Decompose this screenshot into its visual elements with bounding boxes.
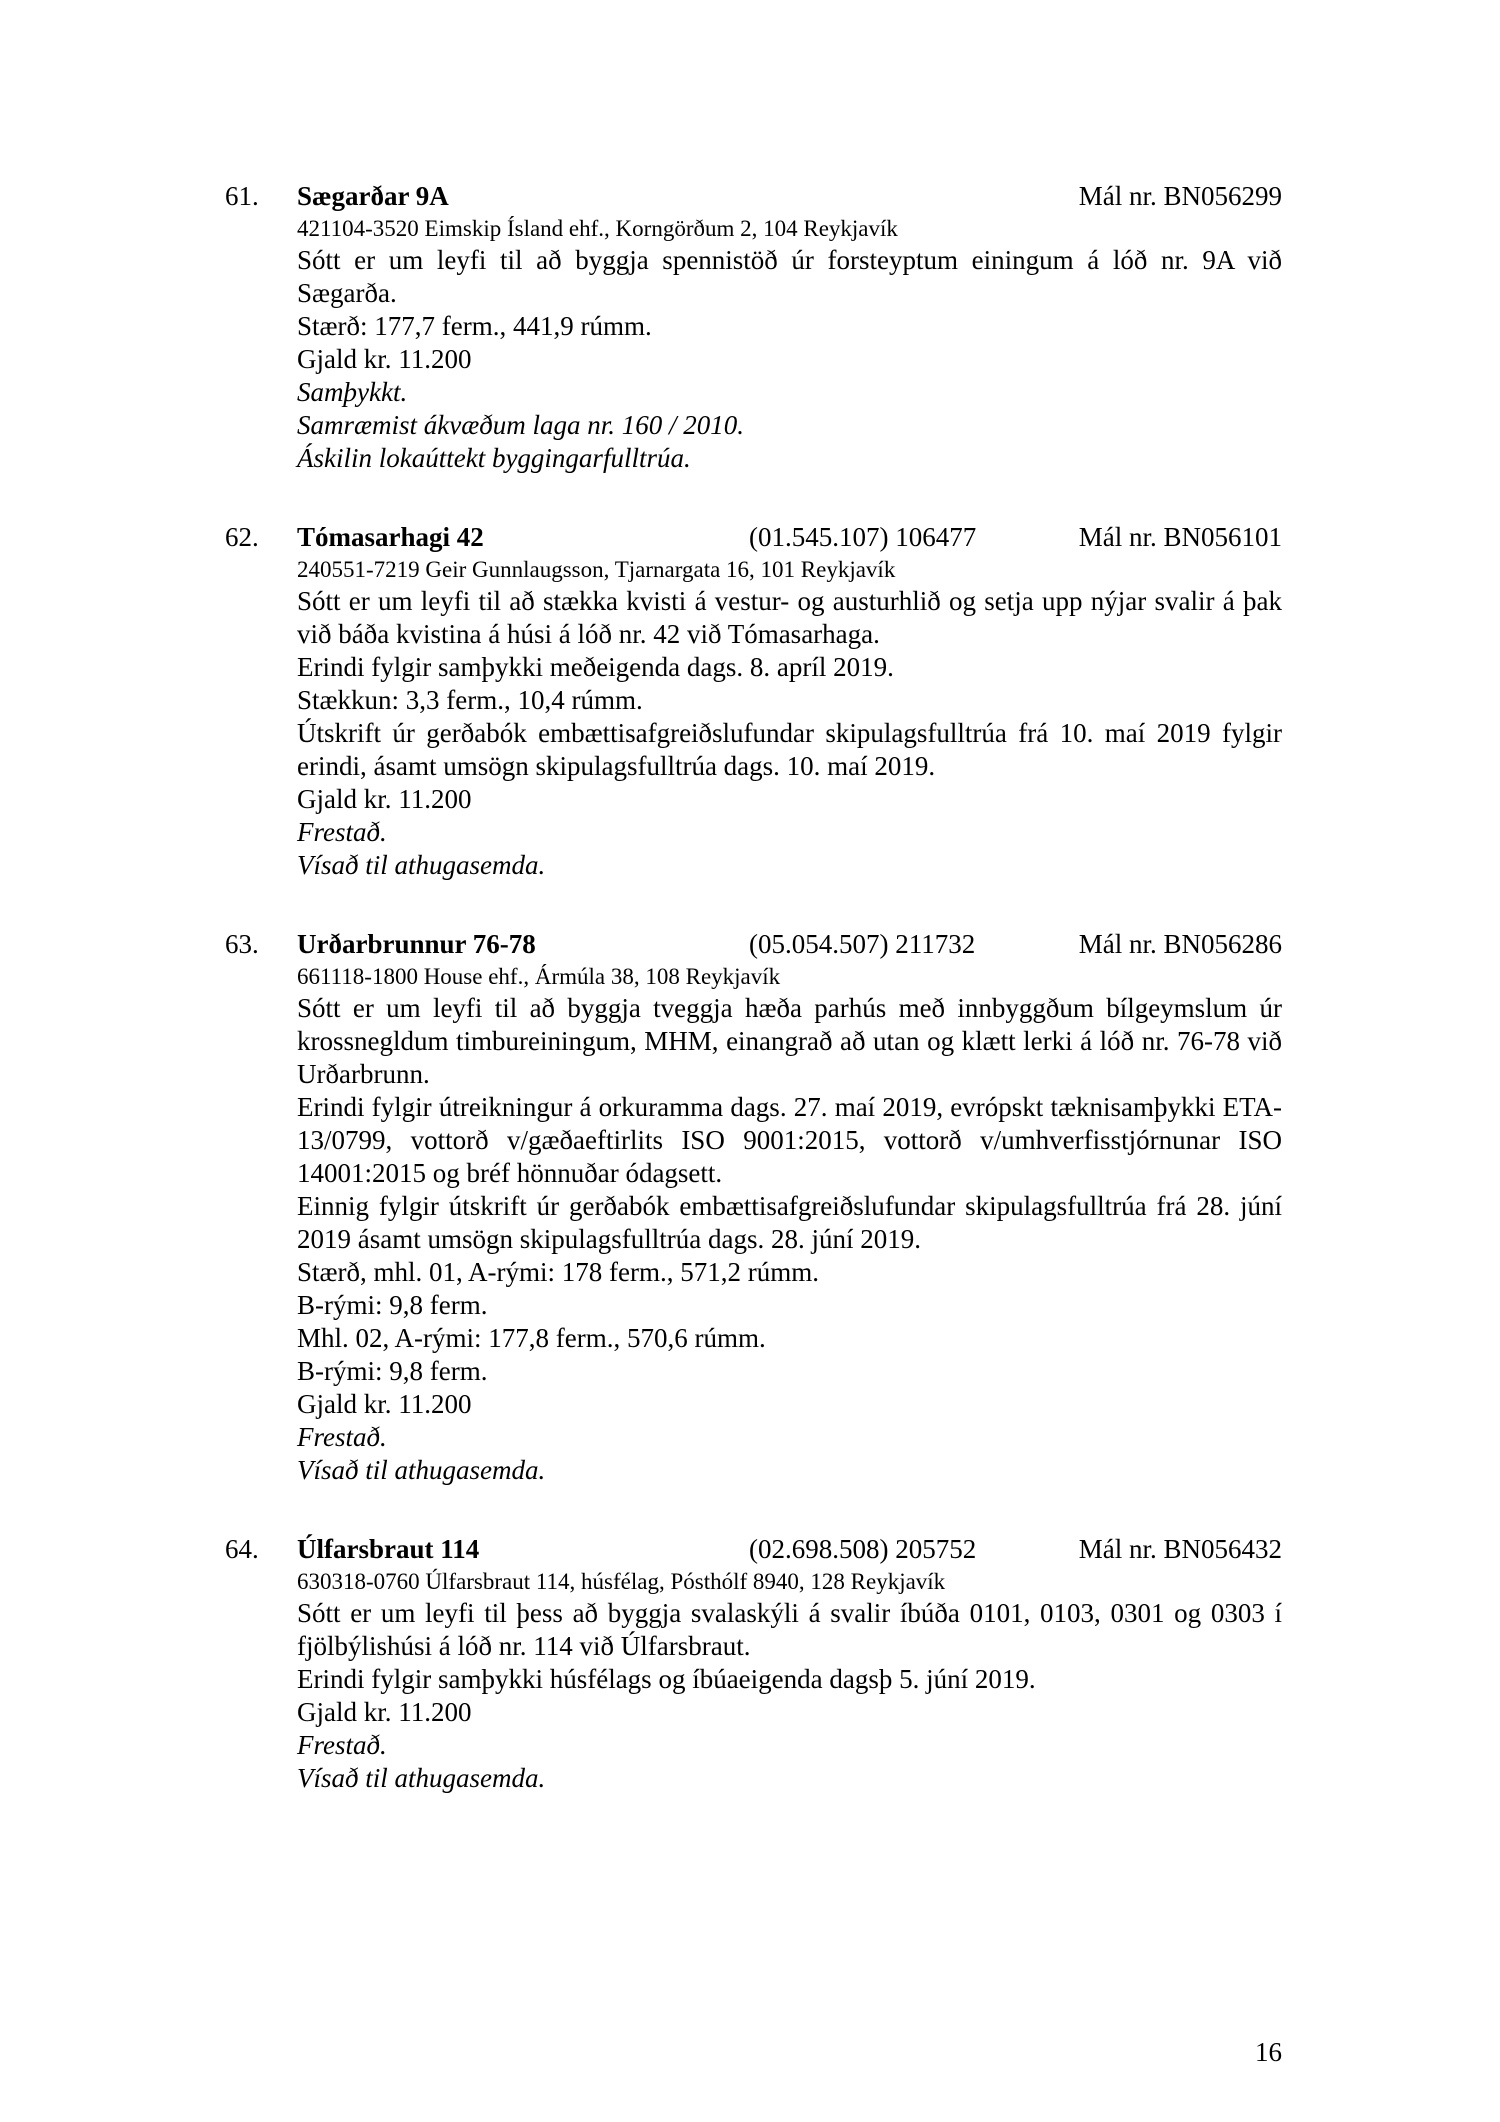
item-text-line: Gjald kr. 11.200 xyxy=(297,1697,472,1727)
item-text-line: Vísað til athugasemda. xyxy=(297,1763,546,1793)
item-case-ref: Mál nr. BN056286 xyxy=(1078,929,1282,959)
item-owner-line: 421104-3520 Eimskip Ísland ehf., Korngörðum 2, 104 Reykjavík xyxy=(297,216,898,241)
item-number: 64. xyxy=(225,1534,259,1564)
item-number: 63. xyxy=(225,929,259,959)
item-text-line: Vísað til athugasemda. xyxy=(297,1455,546,1485)
item-text-line: Samþykkt. xyxy=(297,377,408,407)
agenda-item xyxy=(225,521,1282,882)
item-case-ref: Mál nr. BN056432 xyxy=(1078,1534,1282,1564)
item-title-row xyxy=(297,521,1282,554)
item-text-line: Stærð: 177,7 ferm., 441,9 rúmm. xyxy=(297,311,652,341)
item-case-ref: Mál nr. BN056101 xyxy=(1078,522,1282,552)
agenda-item-content xyxy=(297,928,1282,1487)
agenda-item xyxy=(225,180,1282,475)
item-text-line: Frestað. xyxy=(297,1422,387,1452)
item-text-line: Erindi fylgir útreikningur á orkuramma dags. 27. maí 2019, evrópskt tæknisamþykki ETA-13/0799, vottorð v/gæðaeftirlits ISO 9001:2015, vottorð v/umhverfisstjórnunar ISO 14001:2015 og bréf hönnuðar ódagsett. xyxy=(297,1092,1282,1188)
item-plan-ref: (02.698.508) 205752 xyxy=(749,1534,977,1564)
item-plan-ref: (05.054.507) 211732 xyxy=(749,929,976,959)
item-text-line: Einnig fylgir útskrift úr gerðabók embættisafgreiðslufundar skipulagsfulltrúa frá 28. júní 2019 ásamt umsögn skipulagsfulltrúa dags. 28. júní 2019. xyxy=(297,1191,1282,1254)
item-text-line: Erindi fylgir samþykki húsfélags og íbúaeigenda dagsþ 5. júní 2019. xyxy=(297,1664,1036,1694)
item-title: Úlfarsbraut 114 xyxy=(297,1534,480,1564)
item-title: Tómasarhagi 42 xyxy=(297,522,484,552)
item-owner-line: 630318-0760 Úlfarsbraut 114, húsfélag, Pósthólf 8940, 128 Reykjavík xyxy=(297,1569,946,1594)
agenda-item xyxy=(225,928,1282,1487)
item-owner-line: 240551-7219 Geir Gunnlaugsson, Tjarnargata 16, 101 Reykjavík xyxy=(297,557,896,582)
item-text-line: Gjald kr. 11.200 xyxy=(297,784,472,814)
item-text-line: Sótt er um leyfi til að byggja spennistöð úr forsteyptum einingum á lóð nr. 9A við Sægarða. xyxy=(297,245,1282,308)
item-text-line: Erindi fylgir samþykki meðeigenda dags. 8. apríl 2019. xyxy=(297,652,894,682)
item-text-line: Sótt er um leyfi til að stækka kvisti á vestur- og austurhlið og setja upp nýjar svalir á þak við báða kvistina á húsi á lóð nr. 42 við Tómasarhaga. xyxy=(297,586,1282,649)
item-text-line: Áskilin lokaúttekt byggingarfulltrúa. xyxy=(297,443,691,473)
item-title-row xyxy=(297,1533,1282,1566)
item-text-line: Samræmist ákvæðum laga nr. 160 / 2010. xyxy=(297,410,745,440)
item-plan-ref: (01.545.107) 106477 xyxy=(749,522,977,552)
item-text-line: B-rými: 9,8 ferm. xyxy=(297,1356,488,1386)
agenda-item xyxy=(225,1533,1282,1795)
item-text-line: Sótt er um leyfi til þess að byggja svalaskýli á svalir íbúða 0101, 0103, 0301 og 0303 í fjölbýlishúsi á lóð nr. 114 við Úlfarsbraut. xyxy=(297,1598,1282,1661)
items-list xyxy=(225,180,1282,1841)
item-case-ref: Mál nr. BN056299 xyxy=(1078,181,1282,211)
item-number: 61. xyxy=(225,181,259,211)
item-title-row xyxy=(297,180,1282,213)
agenda-item-content xyxy=(297,521,1282,882)
item-text-line: Stækkun: 3,3 ferm., 10,4 rúmm. xyxy=(297,685,643,715)
item-text-line: Frestað. xyxy=(297,817,387,847)
page-number: 16 xyxy=(1255,2037,1282,2067)
item-title-row xyxy=(297,928,1282,961)
item-text-line: Mhl. 02, A-rými: 177,8 ferm., 570,6 rúmm. xyxy=(297,1323,766,1353)
item-title: Urðarbrunnur 76-78 xyxy=(297,929,536,959)
agenda-item-content xyxy=(297,180,1282,475)
item-text-line: Stærð, mhl. 01, A-rými: 178 ferm., 571,2 rúmm. xyxy=(297,1257,819,1287)
item-text-line: Sótt er um leyfi til að byggja tveggja hæða parhús með innbyggðum bílgeymslum úr krossnegldum timbureiningum, MHM, einangrað að utan og klætt lerki á lóð nr. 76-78 við Urðarbrunn. xyxy=(297,993,1282,1089)
item-text-line: Gjald kr. 11.200 xyxy=(297,344,472,374)
item-title: Sægarðar 9A xyxy=(297,181,449,211)
item-text-line: Gjald kr. 11.200 xyxy=(297,1389,472,1419)
item-text-line: Frestað. xyxy=(297,1730,387,1760)
item-text-line: Útskrift úr gerðabók embættisafgreiðslufundar skipulagsfulltrúa frá 10. maí 2019 fylgir erindi, ásamt umsögn skipulagsfulltrúa dags. 10. maí 2019. xyxy=(297,718,1282,781)
agenda-item-content xyxy=(297,1533,1282,1795)
item-text-line: B-rými: 9,8 ferm. xyxy=(297,1290,488,1320)
item-owner-line: 661118-1800 House ehf., Ármúla 38, 108 Reykjavík xyxy=(297,964,781,989)
item-text-line: Vísað til athugasemda. xyxy=(297,850,546,880)
item-number: 62. xyxy=(225,522,259,552)
